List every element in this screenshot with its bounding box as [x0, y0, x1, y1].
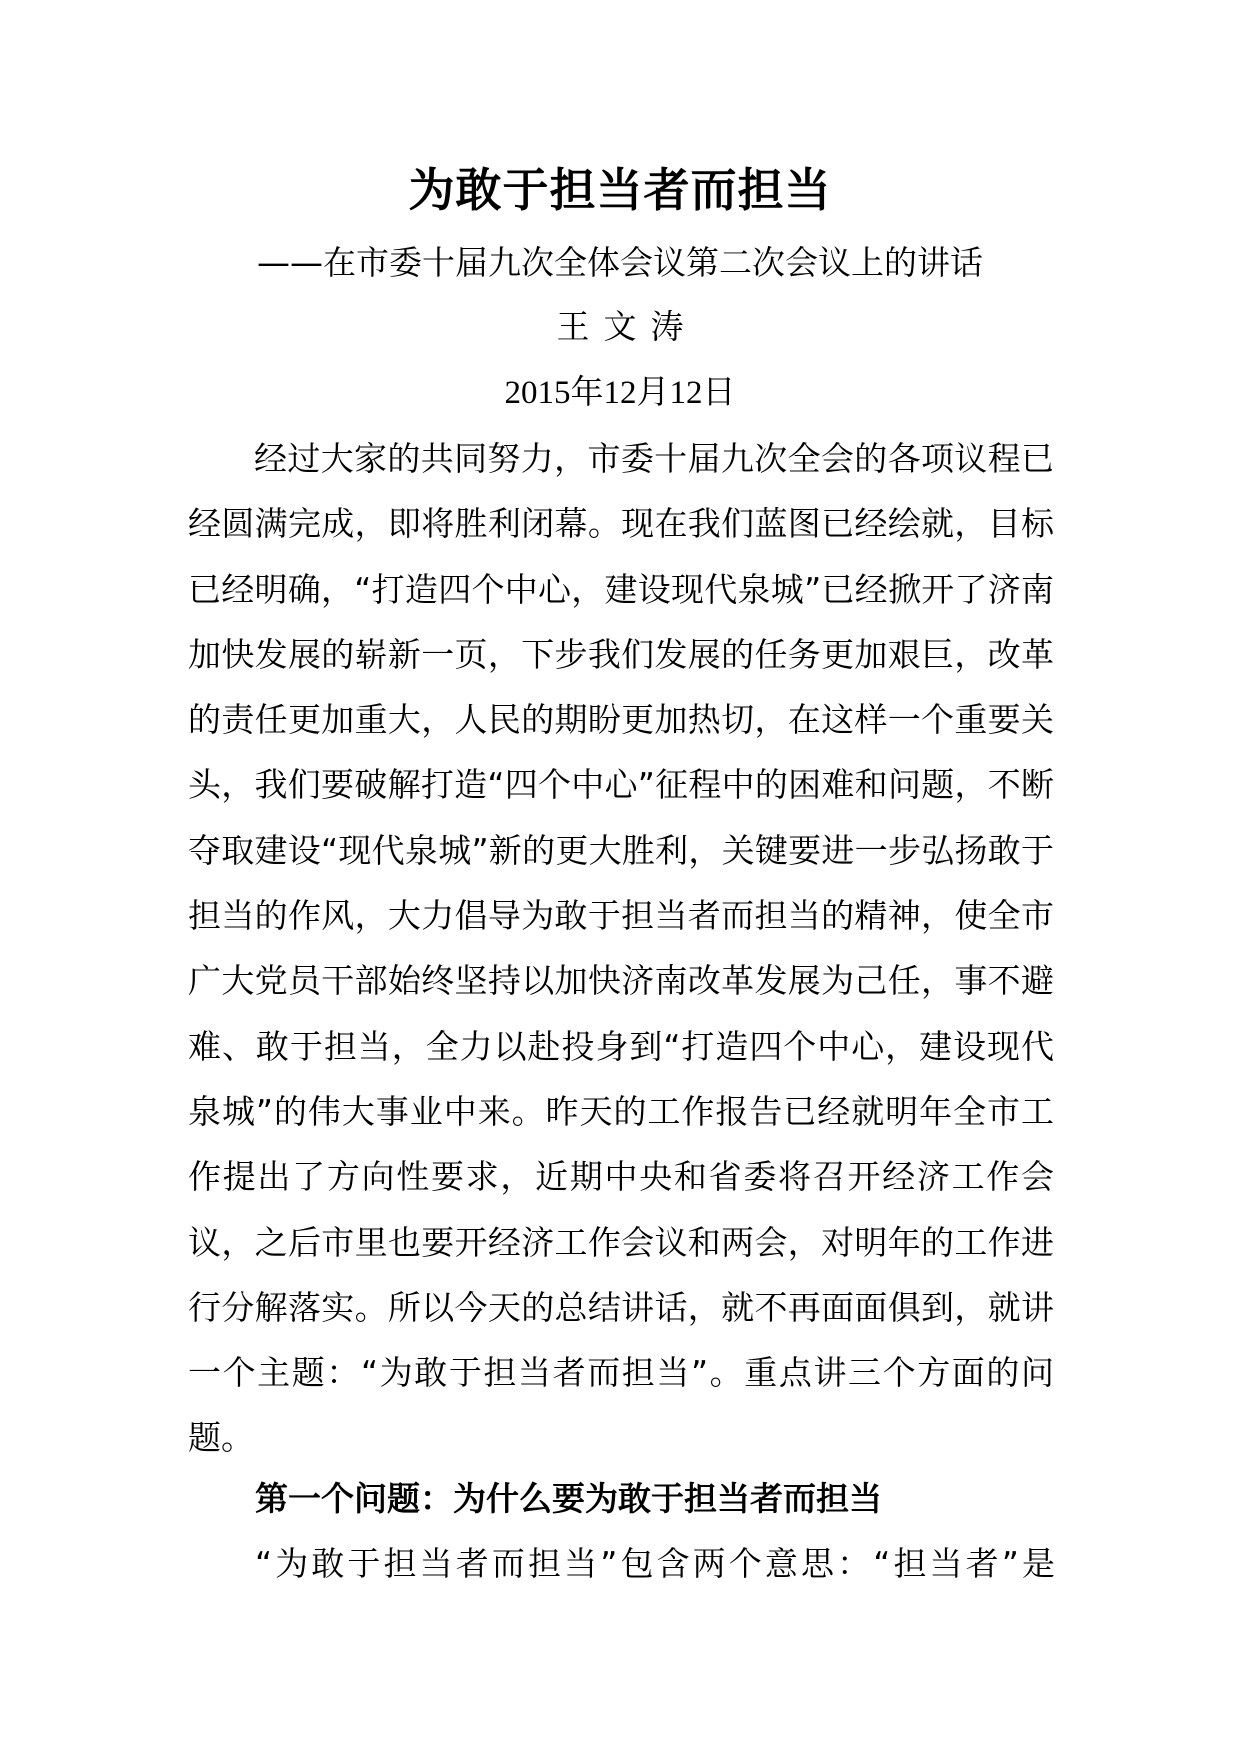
body-paragraph: 经过大家的共同努力，市委十届九次全会的各项议程已经圆满完成，即将胜利闭幕。现在我们蓝图已经绘就，目标已经明确，“打造四个中心，建设现代泉城”已经掀开了济南加快发展的崭新一页，下步我们发展的任务更加艰巨，改革的责任更加重大，人民的期盼更加热切，在这样一个重要关头，我们要破解打造“四个中心”征程中的困难和问题，不断夺取建设“现代泉城”新的更大胜利，关键要进一步弘扬敢于担当的作风，大力倡导为敢于担当者而担当的精神，使全市广大党员干部始终坚持以加快济南改革发展为己任，事不避难、敢于担当，全力以赴投身到“打造四个中心，建设现代泉城”的伟大事业中来。昨天的工作报告已经就明年全市工作提出了方向性要求，近期中央和省委将召开经济工作会议，之后市里也要开经济工作会议和两会，对明年的工作进行分解落实。所以今天的总结讲话，就不再面面俱到，就讲一个主题：“为敢于担当者而担当”。重点讲三个方面的问题。	[188, 439, 1054, 1458]
author-name: 王文涛	[556, 307, 698, 346]
document-title: 为敢于担当者而担当	[408, 163, 832, 217]
section-paragraph: “为敢于担当者而担当”包含两个意思：“担当者”是	[255, 1544, 1055, 1583]
section-heading: 第一个问题：为什么要为敢于担当者而担当	[255, 1479, 882, 1518]
body-text	[188, 426, 1054, 1471]
speech-date: 2015年12月12日	[504, 375, 736, 411]
document-subtitle: ——在市委十届九次全体会议第二次会议上的讲话	[257, 243, 983, 282]
